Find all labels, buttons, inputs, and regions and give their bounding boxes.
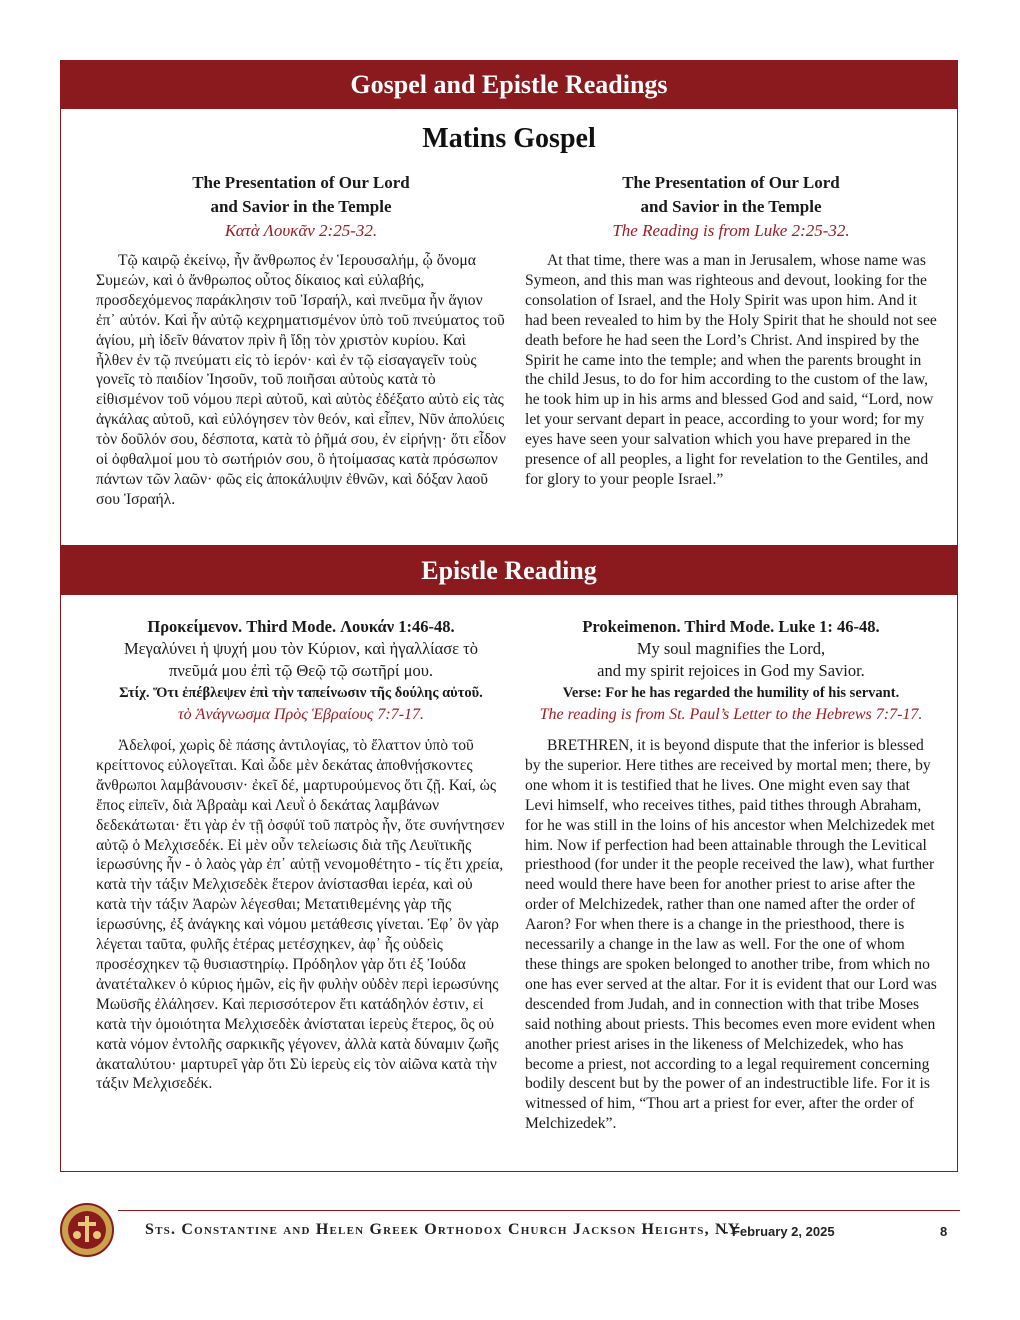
matins-greek-heading-line1: The Presentation of Our Lord [192, 173, 410, 192]
epistle-greek-line1: Μεγαλύνει ἡ ψυχή μου τὸν Κύριον, καὶ ἠγαλλίασε τὸ [123, 639, 479, 658]
readings-frame [60, 60, 958, 1172]
epistle-greek-text: Ἀδελφοί, χωρὶς δὲ πάσης ἀντιλογίας, τὸ ἔλαττον ὑπὸ τοῦ κρείττονος εὐλογεῖται. Καὶ ὧδε μὲν δεκάτας ἀποθνῄσκοντες ἄνθρωποι λαμβάνουσιν· ἐκεῖ δέ, μαρτυρούμενος ὅτι ζῇ. Καί, ὡς ἔπος εἰπεῖν, διὰ Ἀβραὰμ καὶ Λευῒ ὁ δεκάτας λαμβάνων δεδεκάτωται· ἔτι γὰρ ἐν τῇ ὀσφύϊ τοῦ πατρὸς ἦν, ὅτε συνήντησεν αὐτῷ ὁ Μελχισεδέκ. Εἰ μὲν οὖν τελείωσις διὰ τῆς Λευϊτικῆς ἱερωσύνης ἦν - ὁ λαὸς γὰρ ἐπ᾽ αὐτῇ νενομοθέτητο - τίς ἔτι χρεία, κατὰ τὴν τάξιν Μελχισεδὲκ ἕτερον ἀνίστασθαι ἱερέα, καὶ οὐ κατὰ τὴν τάξιν Ἀαρὼν λέγεσθαι; Μετατιθεμένης γὰρ τῆς ἱερωσύνης, ἐξ ἀνάγκης καὶ νόμου μετάθεσις γίνεται. Ἐφ᾽ ὃν γὰρ λέγεται ταῦτα, φυλῆς ἑτέρας μετέσχηκεν, ἀφ᾽ ἧς οὐδεὶς προσέσχηκεν τῷ θυσιαστηρίῳ. Πρόδηλον γὰρ ὅτι ἐξ Ἰούδα ἀνατέταλκεν ὁ κύριος ἡμῶν, εἰς ἣν φυλὴν οὐδὲν περὶ ἱερωσύνης Μωϋσῆς ἐλάλησεν. Καὶ περισσότερον ἔτι κατάδηλόν ἐστιν, εἰ κατὰ τὴν ὁμοιότητα Μελχισεδὲκ ἀνίσταται ἱερεὺς ἕτερος, ὃς οὐ κατὰ νόμον ἐντολῆς σαρκικῆς γέγονεν, ἀλλὰ κατὰ δύναμιν ζωῆς ἀκαταλύτου· μαρτυρεῖ γὰρ ὅτι Σὺ ἱερεὺς εἰς τὸν αἰῶνα κατὰ τὴν τάξιν Μελχισεδέκ. [96, 737, 505, 1093]
epistle-greek-verse: Στίχ. Ὅτι ἐπέβλεψεν ἐπὶ τὴν ταπείνωσιν τῆς δούλης αὐτοῦ. [119, 685, 483, 701]
epistle-greek-reference: τὸ Ἀνάγνωσμα Πρὸς Ἑβραίους 7:7-17. [177, 706, 425, 723]
epistle-greek-prokeimenon: Προκείμενον. Third Mode. Λουκάν 1:46-48. [147, 617, 455, 636]
footer-divider [118, 1210, 960, 1211]
section-banner-epistle: Epistle Reading [60, 545, 958, 595]
epistle-english-prokeimenon-wrap [525, 616, 937, 638]
epistle-english-prokeimenon: Prokeimenon. Third Mode. Luke 1: 46-48. [582, 617, 880, 636]
section-banner-gospel-epistle: Gospel and Epistle Readings [60, 61, 958, 109]
epistle-english-reference: The reading is from St. Paul’s Letter to the Hebrews 7:7-17. [539, 706, 923, 723]
matins-greek-reference: Κατὰ Λουκᾶν 2:25-32. [224, 221, 378, 240]
church-seal-icon [60, 1203, 114, 1257]
epistle-english-line2: and my spirit rejoices in God my Savior. [597, 661, 865, 680]
epistle-english-verse: Verse: For he has regarded the humility of his servant. [562, 685, 900, 701]
matins-greek-text: Τῷ καιρῷ ἐκείνῳ, ἦν ἄνθρωπος ἐν Ἱερουσαλήμ, ᾧ ὄνομα Συμεών, καὶ ὁ ἄνθρωπος οὗτος δίκαιος καὶ εὐλαβής, προσδεχόμενος παράκλησιν τοῦ Ἰσραήλ, καὶ πνεῦμα ἦν ἅγιον ἐπ᾽ αὐτόν. Καὶ ἦν αὐτῷ κεχρηματισμένον ὑπὸ τοῦ πνεύματος τοῦ ἁγίου, μὴ ἰδεῖν θάνατον πρὶν ἢ ἴδῃ τὸν χριστὸν κυρίου. Καὶ ἦλθεν ἐν τῷ πνεύματι εἰς τὸ ἱερόν· καὶ ἐν τῷ εἰσαγαγεῖν τοὺς γονεῖς τὸ παιδίον Ἰησοῦν, τοῦ ποιῆσαι αὐτοὺς κατὰ τὸ εἰθισμένον τοῦ νόμου περὶ αὐτοῦ, καὶ αὐτὸς ἐδέξατο αὐτὸ εἰς τὰς ἀγκάλας αὐτοῦ, καὶ εὐλόγησεν τὸν θεόν, καὶ εἶπεν, Νῦν ἀπολύεις τὸν δοῦλόν σου, δέσποτα, κατὰ τὸ ῥῆμά σου, ἐν εἰρήνῃ· ὅτι εἶδον οἱ ὀφθαλμοί μου τὸ σωτήριόν σου, ὃ ἡτοίμασας κατὰ πρόσωπον πάντων τῶν λαῶν· φῶς εἰς ἀποκάλυψιν ἐθνῶν, καὶ δόξαν λαοῦ σου Ἰσραήλ. [96, 252, 506, 508]
epistle-greek-line2: πνεῦμά μου ἐπὶ τῷ Θεῷ τῷ σωτῆρί μου. [169, 661, 433, 680]
matins-english-reference: The Reading is from Luke 2:25-32. [612, 221, 850, 240]
page-number: 8 [940, 1224, 948, 1239]
epistle-english-column [525, 616, 937, 1134]
matins-gospel-title: Matins Gospel [422, 123, 596, 154]
matins-english-text: At that time, there was a man in Jerusalem, whose name was Symeon, and this man was righteous and devout, looking for the consolation of Israel, and the Holy Spirit was upon him. And it had been revealed to him by the Holy Spirit that he should not see death before he had seen the Lord’s Christ. And inspired by the Spirit he came into the temple; and when the parents brought in the child Jesus, to do for him according to the custom of the law, he took him up in his arms and blessed God and said, “Lord, now let your servant depart in peace, according to your word; for my eyes have seen your salvation which you have prepared in the presence of all peoples, a light for revelation to the Gentiles, and for glory to your people Israel.” [525, 252, 937, 488]
matins-english-heading-line2: and Savior in the Temple [640, 197, 822, 216]
matins-greek-column [96, 171, 506, 510]
epistle-english-line1: My soul magnifies the Lord, [636, 639, 826, 658]
epistle-greek-prokeimenon-wrap [96, 616, 506, 638]
footer-church-name: Sts. Constantine and Helen Greek Orthodox Church Jackson Heights, NY [145, 1221, 741, 1238]
seal-cross-icon [62, 1205, 112, 1255]
matins-english-heading-line1: The Presentation of Our Lord [622, 173, 840, 192]
epistle-english-text: BRETHREN, it is beyond dispute that the inferior is blessed by the superior. Here tithes are received by mortal men; there, by one whom it is testified that he lives. One might even say that Levi himself, who receives tithes, paid tithes through Abraham, for he was still in the loins of his ancestor when Melchizedek met him. Now if perfection had been attainable through the Levitical priesthood (for under it the people received the law), what further need would there have been for another priest to arise after the order of Melchizedek, rather than one named after the order of Aaron? For when there is a change in the priesthood, there is necessarily a change in the law as well. For the one of whom these things are spoken belonged to another tribe, from which no one has ever served at the altar. For it is evident that our Lord was descended from Judah, and in connection with that tribe Moses said nothing about priests. This becomes even more evident when another priest arises in the likeness of Melchizedek, who has become a priest, not according to a legal requirement concerning bodily descent but by the power of an indestructible life. For it is witnessed of him, “Thou art a priest for ever, after the order of Melchizedek”. [525, 737, 937, 1133]
epistle-greek-column [96, 616, 506, 1094]
matins-english-column [525, 171, 937, 490]
matins-greek-heading-line2: and Savior in the Temple [210, 197, 392, 216]
footer-date: - February 2, 2025 [724, 1224, 835, 1239]
